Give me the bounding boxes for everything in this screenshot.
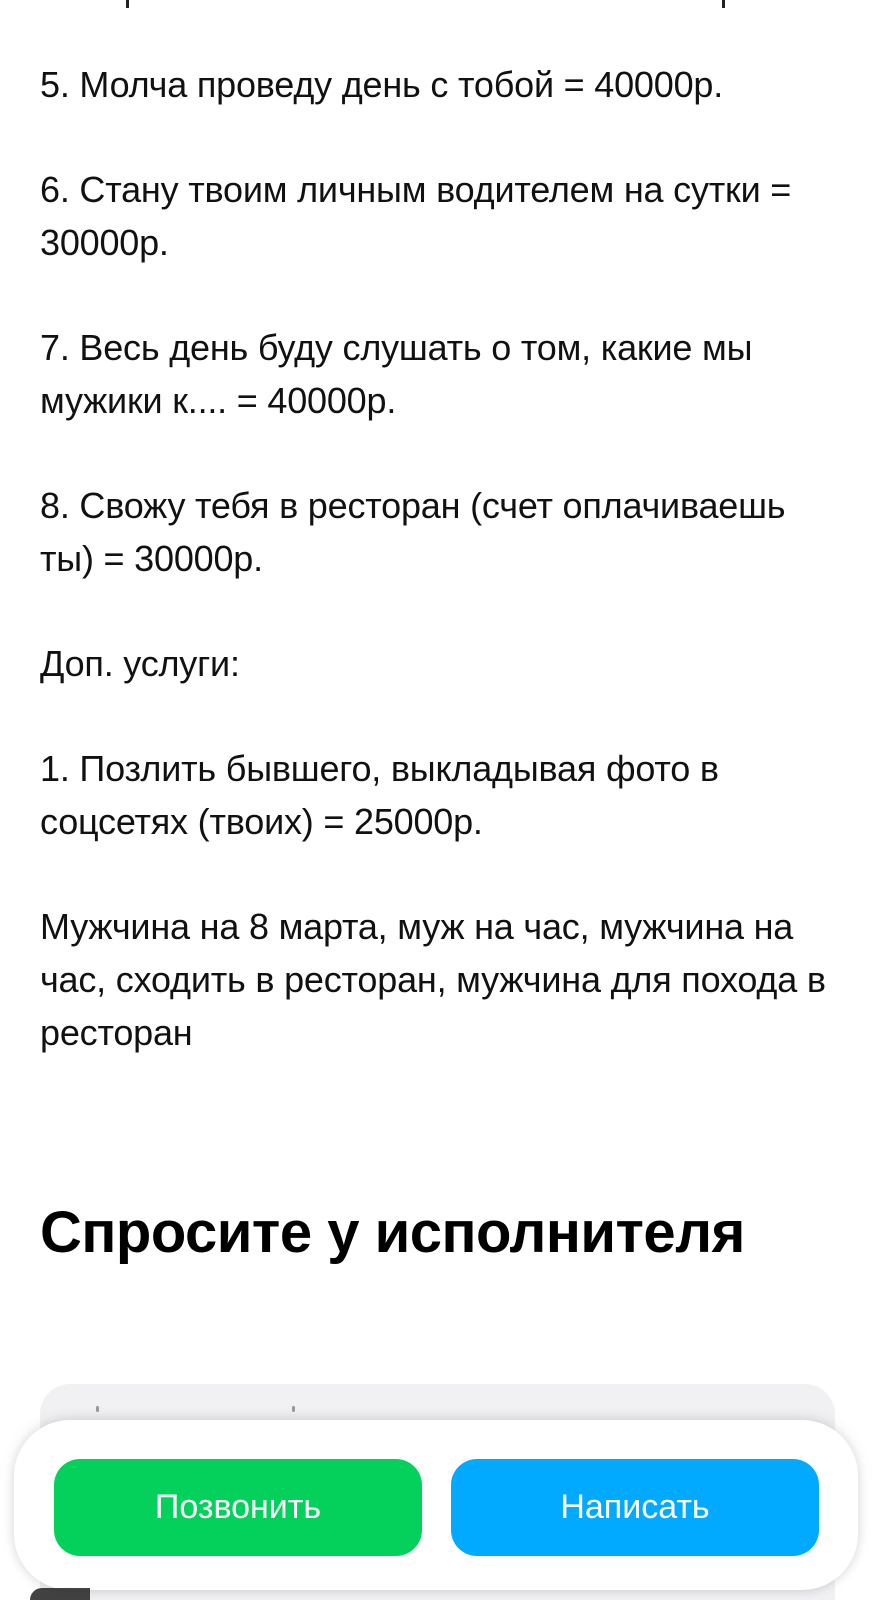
- cut-off-text-line: [0, 0, 873, 10]
- extra-service-item-1: 1. Позлить бывшего, выкладывая фото в соцсетях (твоих) = 25000р.: [40, 748, 719, 842]
- description-item-5: 5. Молча проведу день с тобой = 40000р.: [40, 64, 724, 105]
- service-description: [40, 58, 840, 1111]
- description-item-8: 8. Свожу тебя в ресторан (счет оплачиваешь ты) = 30000р.: [40, 485, 786, 579]
- contact-action-bar: [14, 1420, 858, 1590]
- description-item-6: 6. Стану твоим личным водителем на сутки = 30000р.: [40, 169, 792, 263]
- service-tags: Мужчина на 8 марта, муж на час, мужчина на час, сходить в ресторан, мужчина для похода в ресторан: [40, 906, 826, 1053]
- bottom-edge-shadow: [30, 1588, 90, 1600]
- description-item-7: 7. Весь день буду слушать о том, какие мы мужики к.... = 40000р.: [40, 327, 753, 421]
- ask-performer-title: Спросите у исполнителя: [40, 1200, 745, 1265]
- call-button[interactable]: Позвонить: [54, 1459, 422, 1556]
- ask-card-hidden-text: [96, 1406, 396, 1412]
- extra-services-heading: Доп. услуги:: [40, 643, 240, 684]
- write-message-button[interactable]: Написать: [451, 1459, 819, 1556]
